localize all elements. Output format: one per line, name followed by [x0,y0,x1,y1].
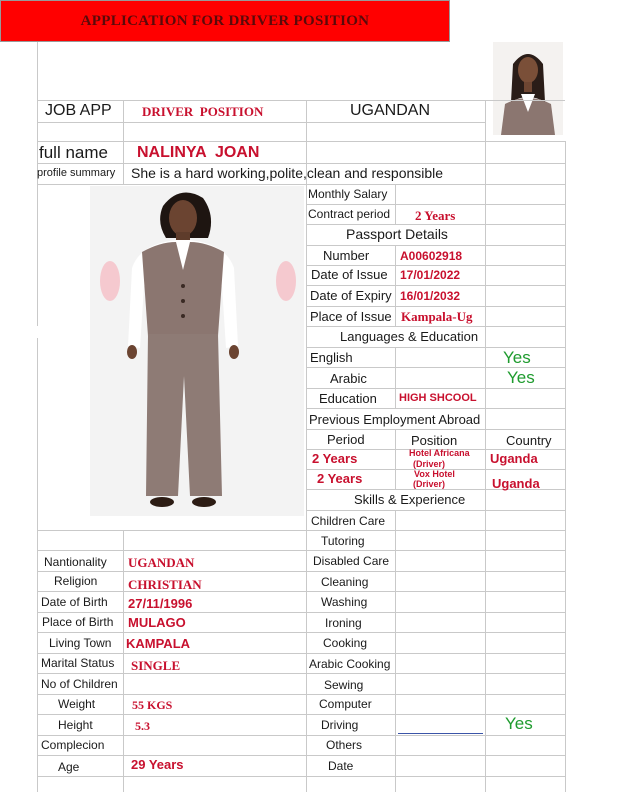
full-body-photo [90,186,304,516]
skill-washing: Washing [321,595,368,609]
skill-children-care: Children Care [311,514,386,528]
nationality-value: UGANDAN [128,555,195,570]
religion-label: Religion [54,574,98,588]
driving-value: Yes [505,714,533,733]
living-town-value: KAMPALA [126,636,191,651]
date-of-expiry-label: Date of Expiry [310,288,392,303]
skill-others: Others [326,738,363,752]
skill-cleaning: Cleaning [321,575,369,589]
contract-period-label: Contract period [308,207,391,221]
col-position-label: Position [411,433,458,448]
arabic-value: Yes [507,368,535,387]
full-name-label: full name [39,143,108,162]
skill-ironing: Ironing [325,616,362,630]
education-value: HIGH SHCOOL [399,392,477,404]
contract-period-value: 2 Years [415,208,456,223]
employment-row-2-position-role: (Driver) [413,479,446,489]
date-of-birth-value: 27/11/1996 [128,596,193,611]
place-of-issue-label: Place of Issue [310,309,392,324]
skill-arabic-cooking: Arabic Cooking [309,657,391,671]
place-of-birth-value: MULAGO [128,615,186,630]
skill-cooking: Cooking [323,636,368,650]
employment-section-title: Previous Employment Abroad [309,412,481,427]
nationality-label: Nantionality [44,555,107,569]
col-period-label: Period [327,432,365,447]
place-of-birth-label: Place of Birth [42,615,114,629]
profile-summary-label: profile summary [37,167,116,179]
languages-section-title: Languages & Education [340,329,479,344]
date-of-issue-label: Date of Issue [311,267,388,282]
monthly-salary-label: Monthly Salary [308,187,388,201]
employment-row-2-position: Vox Hotel [414,469,455,479]
passport-number-label: Number [323,248,370,263]
skill-sewing: Sewing [324,678,364,692]
form-title: APPLICATION FOR DRIVER POSITION [0,0,450,42]
passport-section-title: Passport Details [346,226,448,242]
job-app-label: JOB APP [45,102,112,119]
col-country-label: Country [506,433,552,448]
employment-row-1-period: 2 Years [312,451,358,466]
profile-summary-value: She is a hard working,polite,clean and responsible [131,165,444,181]
skill-tutoring: Tutoring [321,534,365,548]
date-of-issue-value: 17/01/2022 [400,268,461,282]
no-of-children-label: No of Children [41,677,118,691]
skill-disabled-care: Disabled Care [313,554,390,568]
employment-row-1-position-role: (Driver) [413,459,446,469]
employment-row-2-period: 2 Years [317,471,363,486]
education-label: Education [319,391,377,406]
english-value: Yes [503,348,531,367]
nationality-header: UGANDAN [350,102,431,119]
age-value: 29 Years [131,757,184,772]
date-of-birth-label: Date of Birth [41,595,108,609]
employment-row-2-country: Uganda [492,476,540,491]
marital-status-label: Marital Status [41,656,115,670]
skill-date: Date [328,759,354,773]
employment-row-1-country: Uganda [490,451,538,466]
english-label: English [310,350,353,365]
height-label: Height [58,718,93,732]
date-of-expiry-value: 16/01/2032 [400,289,461,303]
height-value: 5.3 [135,719,150,733]
arabic-label: Arabic [330,371,367,386]
age-label: Age [58,760,80,774]
skills-section-title: Skills & Experience [354,492,466,507]
passport-photo [493,42,563,135]
weight-value: 55 KGS [132,698,173,712]
skill-computer: Computer [319,697,372,711]
position-value: DRIVER POSITION [142,104,264,119]
place-of-issue-value: Kampala-Ug [401,309,473,324]
living-town-label: Living Town [49,636,112,650]
weight-label: Weight [58,697,96,711]
marital-status-value: SINGLE [131,658,181,673]
passport-number-value: A00602918 [400,249,463,263]
skill-driving: Driving [321,718,359,732]
full-name-value: NALINYA JOAN [137,144,260,161]
complexion-label: Complecion [41,738,105,752]
religion-value: CHRISTIAN [128,577,202,592]
employment-row-1-position: Hotel Africana [409,448,470,458]
